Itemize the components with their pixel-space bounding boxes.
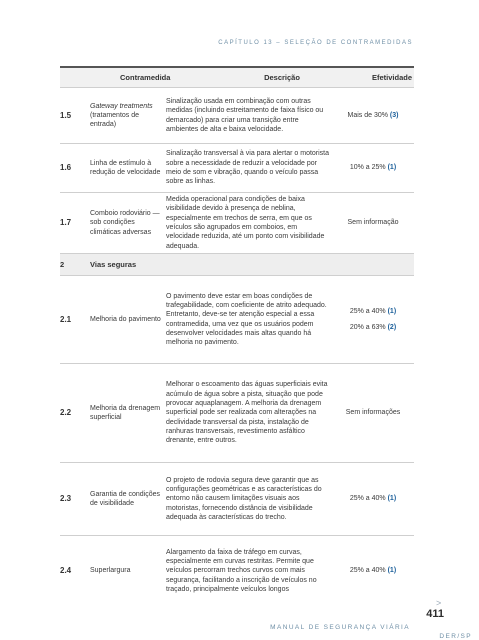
row-measure: Melhoria da drenagem superficial — [90, 404, 161, 421]
effect-ref: (3) — [389, 111, 399, 119]
table-row — [60, 276, 414, 364]
row-description: O pavimento deve estar em boas condições de trafegabilidade, com coeficiente de atrito adequado. Entretanto, deve-se ter atenção especial a essa contramedida, uma vez que os usuários podem desenvolver velocidades mais altas quando há melhoria no pavimento. — [166, 292, 327, 347]
effect-ref: (1) — [387, 164, 397, 172]
row-effectiveness — [332, 494, 414, 503]
row-effectiveness — [332, 111, 414, 120]
header-description: Descrição — [264, 73, 300, 82]
effect-value: Mais de 30% — [347, 111, 390, 119]
row-description: Sinalização usada em combinação com outras medidas (incluindo estreitamento de faixa físico ou demarcado) para criar uma transição entre ambientes de alta e baixa velocidade. — [166, 97, 324, 133]
footer-org: DER/SP — [439, 633, 472, 640]
chapter-header: CAPÍTULO 13 – SELEÇÃO DE CONTRAMEDIDAS — [218, 40, 413, 46]
section-title: Vias seguras — [90, 260, 137, 269]
effect-value: 20% a 63% — [349, 324, 388, 331]
row-measure-italic: Gateway treatments — [90, 102, 153, 110]
row-measure: Comboio rodoviário — sob condições climáticas adversas — [90, 210, 160, 236]
effect-line — [332, 307, 414, 316]
row-id: 1.7 — [60, 218, 72, 228]
table-row — [60, 144, 414, 193]
header-effectiveness: Efetividade — [371, 73, 412, 82]
table-row — [60, 364, 414, 463]
row-description: Alargamento da faixa de tráfego em curvas, especialmente em curvas restritas. Permite que veículos percorram trechos curvos com mais segurança, facilitando a inscrição de veículos no traçado, principalmente veículos longos — [166, 548, 317, 593]
section-row — [60, 254, 414, 276]
row-measure: Superlargura — [90, 567, 131, 575]
footer-manual-title: MANUAL DE SEGURANÇA VIÁRIA — [270, 624, 410, 631]
row-effectiveness — [332, 307, 414, 333]
effect-value: 25% a 40% — [349, 495, 388, 503]
row-effectiveness — [332, 218, 414, 227]
row-id: 2.3 — [60, 494, 72, 504]
table-row — [60, 88, 414, 144]
table-header — [60, 66, 414, 88]
row-measure-text: (tratamentos de entrada) — [90, 111, 140, 129]
effect-ref: (1) — [387, 567, 397, 575]
section-id: 2 — [60, 260, 65, 269]
row-effectiveness — [332, 163, 414, 172]
effect-value: 10% a 25% — [349, 164, 388, 172]
table-row — [60, 193, 414, 254]
row-description: Melhorar o escoamento das águas superficiais evita acúmulo de água sobre a pista, situação que pode provocar aquaplanagem. A melhoria da drenagem superficial pode ser realizada com alterações na declividade transversal da pista, instalação de ranhuras transversais, revestimento asfáltico drenante, entre outros. — [166, 381, 328, 445]
row-measure: Linha de estímulo à redução de velocidade — [90, 159, 161, 176]
effect-ref: (1) — [387, 307, 397, 315]
effect-ref: (2) — [387, 324, 397, 331]
effect-value: Sem informações — [345, 409, 401, 417]
effect-line — [332, 323, 414, 332]
effect-value: 25% a 40% — [349, 307, 388, 315]
row-description: O projeto de rodovia segura deve garantir que as configurações geométricas e as características do entorno não causem limitações visuais aos motoristas, fornecendo distância de visibilidade adequada às características do trecho. — [166, 476, 322, 521]
row-effectiveness — [332, 408, 414, 417]
row-id: 2.1 — [60, 314, 72, 324]
effect-value: 25% a 40% — [349, 567, 388, 575]
row-description: Sinalização transversal à via para alertar o motorista sobre a necessidade de reduzir a velocidade por meio de som e vibração, quando o veículo passa sobre as linhas. — [166, 150, 330, 186]
row-id: 2.2 — [60, 408, 72, 418]
effect-value: Sem informação — [347, 219, 399, 227]
next-page-arrow-icon: > — [436, 598, 442, 608]
table-row — [60, 536, 414, 606]
row-id: 1.6 — [60, 163, 72, 173]
countermeasures-table — [60, 66, 414, 606]
row-id: 1.5 — [60, 110, 72, 120]
row-measure: Melhoria do pavimento — [90, 315, 161, 323]
row-description: Medida operacional para condições de baixa visibilidade devido à presença de neblina, especialmente em trechos de serra, em que os veículos são agrupados em comboios, em velocidade reduzida, até um ponto com visibilidade adequada. — [166, 196, 325, 250]
page-number: 411 — [426, 608, 444, 620]
row-effectiveness — [332, 566, 414, 575]
effect-ref: (1) — [387, 495, 397, 503]
row-measure — [90, 102, 162, 130]
table-row — [60, 463, 414, 536]
row-id: 2.4 — [60, 566, 72, 576]
row-measure: Garantia de condições de visibilidade — [90, 490, 161, 507]
header-measure: Contramedida — [120, 73, 171, 82]
